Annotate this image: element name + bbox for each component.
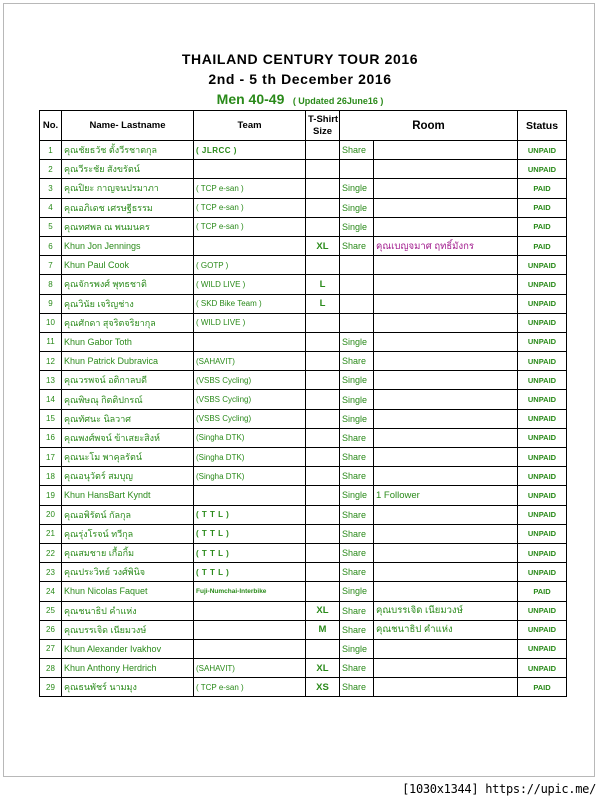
- col-header-size-line2: Size: [312, 125, 332, 137]
- cell-room-note: [374, 543, 518, 562]
- cell-room-type: Single: [340, 639, 374, 658]
- cell-team: ( JLRCC ): [194, 141, 306, 160]
- cell-name: Khun HansBart Kyndt: [62, 486, 194, 505]
- cell-size: [306, 332, 340, 351]
- table-row: [40, 543, 567, 562]
- cell-room-type: Share: [340, 141, 374, 160]
- cell-room-type: Share: [340, 352, 374, 371]
- cell-room-type: [340, 294, 374, 313]
- cell-no: 15: [40, 409, 62, 428]
- cell-status: PAID: [518, 236, 567, 255]
- cell-name: คุณอพิรัตน์ กัลกุล: [62, 505, 194, 524]
- cell-size: [306, 217, 340, 236]
- cell-room-note: [374, 313, 518, 332]
- cell-team: Fuji-Numchai-Interbike: [194, 582, 306, 601]
- cell-size: [306, 505, 340, 524]
- cell-room-note: [374, 659, 518, 678]
- cell-size: [306, 198, 340, 217]
- cell-no: 6: [40, 236, 62, 255]
- cell-name: คุณบรรเจิด เนียมวงษ์: [62, 620, 194, 639]
- cell-team: ( GOTP ): [194, 256, 306, 275]
- cell-no: 7: [40, 256, 62, 275]
- cell-no: 23: [40, 563, 62, 582]
- cell-name: Khun Anthony Herdrich: [62, 659, 194, 678]
- table-row: [40, 563, 567, 582]
- cell-status: UNPAID: [518, 141, 567, 160]
- cell-room-note: 1 Follower: [374, 486, 518, 505]
- cell-team: ( T T L ): [194, 505, 306, 524]
- cell-size: [306, 409, 340, 428]
- cell-team: (VSBS Cycling): [194, 371, 306, 390]
- cell-status: UNPAID: [518, 160, 567, 179]
- cell-room-note: [374, 390, 518, 409]
- cell-no: 16: [40, 428, 62, 447]
- cell-size: [306, 352, 340, 371]
- cell-status: PAID: [518, 217, 567, 236]
- cell-room-type: Single: [340, 371, 374, 390]
- category-line: [0, 90, 600, 110]
- cell-name: คุณชัยธวัช ตั้งวีรชาตกุล: [62, 141, 194, 160]
- cell-room-type: Share: [340, 678, 374, 697]
- cell-team: (VSBS Cycling): [194, 409, 306, 428]
- cell-no: 22: [40, 543, 62, 562]
- table-row: [40, 639, 567, 658]
- cell-room-note: คุณบรรเจิด เนียมวงษ์: [374, 601, 518, 620]
- col-header-size-line1: T-Shirt: [308, 113, 339, 125]
- table-row: [40, 582, 567, 601]
- col-header-status: Status: [518, 111, 567, 141]
- cell-room-note: [374, 352, 518, 371]
- cell-room-note: [374, 275, 518, 294]
- cell-status: UNPAID: [518, 371, 567, 390]
- cell-status: UNPAID: [518, 428, 567, 447]
- cell-team: (Singha DTK): [194, 467, 306, 486]
- cell-room-type: [340, 313, 374, 332]
- cell-room-note: [374, 179, 518, 198]
- cell-team: [194, 486, 306, 505]
- cell-size: [306, 428, 340, 447]
- title-block: [0, 50, 600, 110]
- table-row: [40, 409, 567, 428]
- cell-room-note: [374, 332, 518, 351]
- cell-size: L: [306, 294, 340, 313]
- table-row: [40, 352, 567, 371]
- cell-room-type: Share: [340, 659, 374, 678]
- cell-room-note: [374, 409, 518, 428]
- cell-status: UNPAID: [518, 390, 567, 409]
- cell-team: ( TCP e-san ): [194, 217, 306, 236]
- cell-name: คุณจักรพงศ์ พุทธชาติ: [62, 275, 194, 294]
- table-row: [40, 141, 567, 160]
- table-row: [40, 659, 567, 678]
- cell-status: UNPAID: [518, 332, 567, 351]
- table-row: [40, 448, 567, 467]
- cell-room-type: Share: [340, 563, 374, 582]
- cell-team: ( T T L ): [194, 543, 306, 562]
- cell-status: UNPAID: [518, 620, 567, 639]
- cell-no: 8: [40, 275, 62, 294]
- cell-name: คุณรุ่งโรจน์ ทวีกุล: [62, 524, 194, 543]
- cell-no: 12: [40, 352, 62, 371]
- cell-no: 25: [40, 601, 62, 620]
- cell-team: [194, 601, 306, 620]
- cell-name: คุณชนาธิป คำแห่ง: [62, 601, 194, 620]
- cell-name: คุณวินัย เจริญช่าง: [62, 294, 194, 313]
- cell-room-note: [374, 371, 518, 390]
- cell-status: PAID: [518, 678, 567, 697]
- table-row: [40, 601, 567, 620]
- cell-status: PAID: [518, 198, 567, 217]
- cell-status: UNPAID: [518, 639, 567, 658]
- cell-size: [306, 160, 340, 179]
- cell-no: 27: [40, 639, 62, 658]
- cell-room-type: Share: [340, 505, 374, 524]
- cell-no: 24: [40, 582, 62, 601]
- cell-team: (SAHAVIT): [194, 352, 306, 371]
- cell-room-note: [374, 294, 518, 313]
- cell-room-note: [374, 160, 518, 179]
- cell-size: [306, 582, 340, 601]
- cell-name: คุณทัศนะ นิลวาศ: [62, 409, 194, 428]
- cell-room-type: Single: [340, 582, 374, 601]
- cell-room-type: Single: [340, 409, 374, 428]
- table-row: [40, 371, 567, 390]
- cell-size: [306, 448, 340, 467]
- cell-team: ( TCP e-san ): [194, 179, 306, 198]
- header-row: [40, 111, 567, 141]
- cell-team: (SAHAVIT): [194, 659, 306, 678]
- cell-name: คุณอภิเดช เศรษฐีธรรม: [62, 198, 194, 217]
- event-title: THAILAND CENTURY TOUR 2016: [181, 51, 419, 67]
- cell-room-note: [374, 563, 518, 582]
- cell-name: คุณธนพัชร์ นามมุง: [62, 678, 194, 697]
- cell-status: UNPAID: [518, 409, 567, 428]
- cell-name: Khun Jon Jennings: [62, 236, 194, 255]
- roster-table: [39, 110, 567, 697]
- cell-room-type: Single: [340, 332, 374, 351]
- cell-status: UNPAID: [518, 505, 567, 524]
- cell-size: [306, 486, 340, 505]
- updated-note: ( Updated 26June16 ): [292, 96, 384, 106]
- table-row: [40, 505, 567, 524]
- cell-room-type: [340, 160, 374, 179]
- cell-room-note: [374, 217, 518, 236]
- cell-room-type: Share: [340, 524, 374, 543]
- cell-no: 20: [40, 505, 62, 524]
- cell-no: 28: [40, 659, 62, 678]
- cell-size: XL: [306, 601, 340, 620]
- cell-no: 26: [40, 620, 62, 639]
- cell-no: 14: [40, 390, 62, 409]
- cell-size: [306, 371, 340, 390]
- cell-size: XS: [306, 678, 340, 697]
- cell-size: [306, 524, 340, 543]
- cell-room-note: [374, 467, 518, 486]
- cell-room-note: [374, 428, 518, 447]
- cell-no: 5: [40, 217, 62, 236]
- cell-status: UNPAID: [518, 486, 567, 505]
- cell-name: คุณอนุวัตร์ สมบุญ: [62, 467, 194, 486]
- cell-name: คุณวีระชัย สังขรัตน์: [62, 160, 194, 179]
- cell-status: UNPAID: [518, 601, 567, 620]
- cell-room-note: [374, 582, 518, 601]
- cell-status: UNPAID: [518, 294, 567, 313]
- table-row: [40, 236, 567, 255]
- cell-team: ( WILD LIVE ): [194, 275, 306, 294]
- cell-room-note: [374, 198, 518, 217]
- cell-no: 3: [40, 179, 62, 198]
- cell-room-note: [374, 141, 518, 160]
- cell-name: คุณศักดา สุจริตจริยากุล: [62, 313, 194, 332]
- cell-status: UNPAID: [518, 313, 567, 332]
- cell-status: PAID: [518, 179, 567, 198]
- cell-no: 17: [40, 448, 62, 467]
- cell-no: 13: [40, 371, 62, 390]
- cell-size: [306, 141, 340, 160]
- cell-team: ( TCP e-san ): [194, 198, 306, 217]
- cell-no: 9: [40, 294, 62, 313]
- table-row: [40, 467, 567, 486]
- cell-room-type: Single: [340, 217, 374, 236]
- cell-status: UNPAID: [518, 352, 567, 371]
- cell-team: ( T T L ): [194, 563, 306, 582]
- cell-name: Khun Gabor Toth: [62, 332, 194, 351]
- cell-no: 18: [40, 467, 62, 486]
- cell-room-type: Single: [340, 179, 374, 198]
- cell-team: (Singha DTK): [194, 448, 306, 467]
- cell-size: [306, 313, 340, 332]
- table-row: [40, 198, 567, 217]
- cell-name: คุณปิยะ กาญจนปรมาภา: [62, 179, 194, 198]
- cell-size: XL: [306, 659, 340, 678]
- cell-team: [194, 236, 306, 255]
- table-row: [40, 217, 567, 236]
- cell-room-note: [374, 678, 518, 697]
- cell-room-note: [374, 256, 518, 275]
- cell-room-type: [340, 275, 374, 294]
- cell-team: [194, 620, 306, 639]
- cell-team: ( TCP e-san ): [194, 678, 306, 697]
- cell-name: คุณนะโม พาคุลรัตน์: [62, 448, 194, 467]
- cell-room-type: Share: [340, 467, 374, 486]
- cell-room-type: Single: [340, 198, 374, 217]
- cell-size: XL: [306, 236, 340, 255]
- cell-name: คุณพงศ์พจน์ ข้าเสยะสิงห์: [62, 428, 194, 447]
- cell-no: 29: [40, 678, 62, 697]
- table-row: [40, 256, 567, 275]
- cell-team: ( SKD Bike Team ): [194, 294, 306, 313]
- table-row: [40, 524, 567, 543]
- roster-body: [40, 141, 567, 697]
- cell-no: 21: [40, 524, 62, 543]
- cell-size: [306, 563, 340, 582]
- cell-room-note: [374, 448, 518, 467]
- cell-room-note: คุณชนาธิป คำแห่ง: [374, 620, 518, 639]
- table-row: [40, 160, 567, 179]
- cell-room-note: คุณเบญจมาศ ฤทธิ์มังกร: [374, 236, 518, 255]
- cell-no: 19: [40, 486, 62, 505]
- table-row: [40, 313, 567, 332]
- table-row: [40, 620, 567, 639]
- cell-status: UNPAID: [518, 543, 567, 562]
- cell-name: Khun Patrick Dubravica: [62, 352, 194, 371]
- cell-name: Khun Alexander Ivakhov: [62, 639, 194, 658]
- event-dates: 2nd - 5 th December 2016: [208, 71, 392, 87]
- cell-name: Khun Nicolas Faquet: [62, 582, 194, 601]
- cell-team: (VSBS Cycling): [194, 390, 306, 409]
- cell-size: [306, 390, 340, 409]
- cell-no: 1: [40, 141, 62, 160]
- table-row: [40, 678, 567, 697]
- cell-name: คุณทศพล ณ พนมนคร: [62, 217, 194, 236]
- cell-no: 11: [40, 332, 62, 351]
- cell-team: [194, 160, 306, 179]
- table-row: [40, 486, 567, 505]
- cell-room-type: Single: [340, 390, 374, 409]
- cell-room-type: [340, 256, 374, 275]
- cell-name: คุณพิษณุ กิตติปกรณ์: [62, 390, 194, 409]
- cell-name: Khun Paul Cook: [62, 256, 194, 275]
- cell-status: UNPAID: [518, 467, 567, 486]
- cell-status: UNPAID: [518, 275, 567, 294]
- cell-status: PAID: [518, 582, 567, 601]
- cell-no: 2: [40, 160, 62, 179]
- cell-room-type: Single: [340, 486, 374, 505]
- cell-size: [306, 543, 340, 562]
- cell-no: 10: [40, 313, 62, 332]
- table-row: [40, 428, 567, 447]
- table-row: [40, 179, 567, 198]
- table-row: [40, 332, 567, 351]
- col-header-room: Room: [340, 111, 518, 141]
- cell-size: M: [306, 620, 340, 639]
- cell-room-note: [374, 524, 518, 543]
- col-header-team: Team: [194, 111, 306, 141]
- cell-team: ( T T L ): [194, 524, 306, 543]
- table-row: [40, 390, 567, 409]
- cell-room-type: Share: [340, 428, 374, 447]
- cell-size: [306, 467, 340, 486]
- cell-status: UNPAID: [518, 256, 567, 275]
- table-row: [40, 275, 567, 294]
- col-header-size: [306, 111, 340, 141]
- table-row: [40, 294, 567, 313]
- cell-name: คุณสมชาย เกื้อกิ้ม: [62, 543, 194, 562]
- cell-no: 4: [40, 198, 62, 217]
- cell-size: L: [306, 275, 340, 294]
- cell-status: UNPAID: [518, 563, 567, 582]
- cell-room-type: Share: [340, 236, 374, 255]
- cell-size: [306, 179, 340, 198]
- cell-status: UNPAID: [518, 448, 567, 467]
- cell-team: (Singha DTK): [194, 428, 306, 447]
- cell-team: ( WILD LIVE ): [194, 313, 306, 332]
- watermark: [1030x1344] https://upic.me/: [402, 782, 596, 796]
- cell-room-note: [374, 505, 518, 524]
- cell-room-type: Share: [340, 601, 374, 620]
- cell-size: [306, 639, 340, 658]
- cell-size: [306, 256, 340, 275]
- cell-team: [194, 639, 306, 658]
- cell-name: คุณวรพจน์ อติกาลบดี: [62, 371, 194, 390]
- cell-status: UNPAID: [518, 524, 567, 543]
- col-header-no: No.: [40, 111, 62, 141]
- cell-room-note: [374, 639, 518, 658]
- category-label: Men 40-49: [216, 91, 285, 107]
- cell-room-type: Share: [340, 543, 374, 562]
- cell-room-type: Share: [340, 620, 374, 639]
- cell-status: UNPAID: [518, 659, 567, 678]
- cell-name: คุณประวิทย์ วงศ์พินิจ: [62, 563, 194, 582]
- cell-room-type: Share: [340, 448, 374, 467]
- cell-team: [194, 332, 306, 351]
- col-header-name: Name- Lastname: [62, 111, 194, 141]
